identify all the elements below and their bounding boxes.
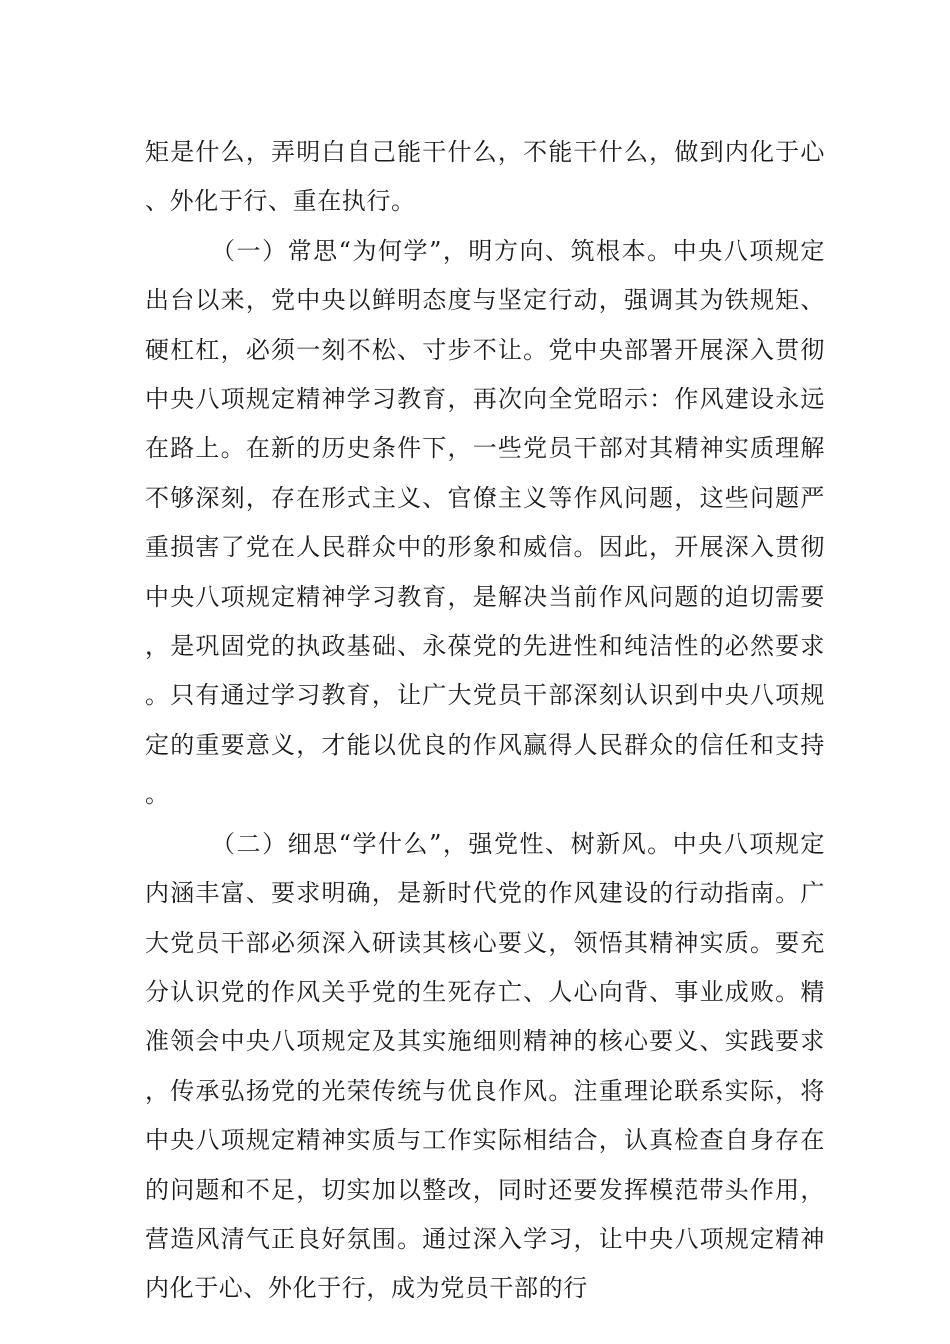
paragraph-section-two-what-to-study: （二）细思“学什么”，强党性、树新风。中央八项规定内涵丰富、要求明确，是新时代党的作风建设的行动指南。广大党员干部必须深入研读其核心要义，领悟其精神实质。要充分认识党的作风关乎党的生死存亡、人心向背、事业成败。精准领会中央八项规定及其实施细则精神的核心要义、实践要求，传承弘扬党的光荣传统与优良作风。注重理论联系实际，将中央八项规定精神实质与工作实际相结合，认真检查自身存在的问题和不足，切实加以整改，同时还要发挥模范带头作用，营造风清气正良好氛围。通过深入学习，让中央八项规定精神内化于心、外化于行，成为党员干部的行 xyxy=(145,829,825,1303)
paragraph-section-one-why-study: （一）常思“为何学”，明方向、筑根本。中央八项规定出台以来，党中央以鲜明态度与坚定行动，强调其为铁规矩、硬杠杠，必须一刻不松、寸步不让。党中央部署开展深入贯彻中央八项规定精神学习教育，再次向全党昭示：作风建设永远在路上。在新的历史条件下，一些党员干部对其精神实质理解不够深刻，存在形式主义、官僚主义等作风问题，这些问题严重损害了党在人民群众中的形象和威信。因此，开展深入贯彻中央八项规定精神学习教育，是解决当前作风问题的迫切需要，是巩固党的执政基础、永葆党的先进性和纯洁性的必然要求。只有通过学习教育，让广大党员干部深刻认识到中央八项规定的重要意义，才能以优良的作风赢得人民群众的信任和支持。 xyxy=(145,236,825,809)
document-body xyxy=(145,128,825,1314)
paragraph-continuation: 矩是什么，弄明白自己能干什么，不能干什么，做到内化于心、外化于行、重在执行。 xyxy=(145,138,825,216)
